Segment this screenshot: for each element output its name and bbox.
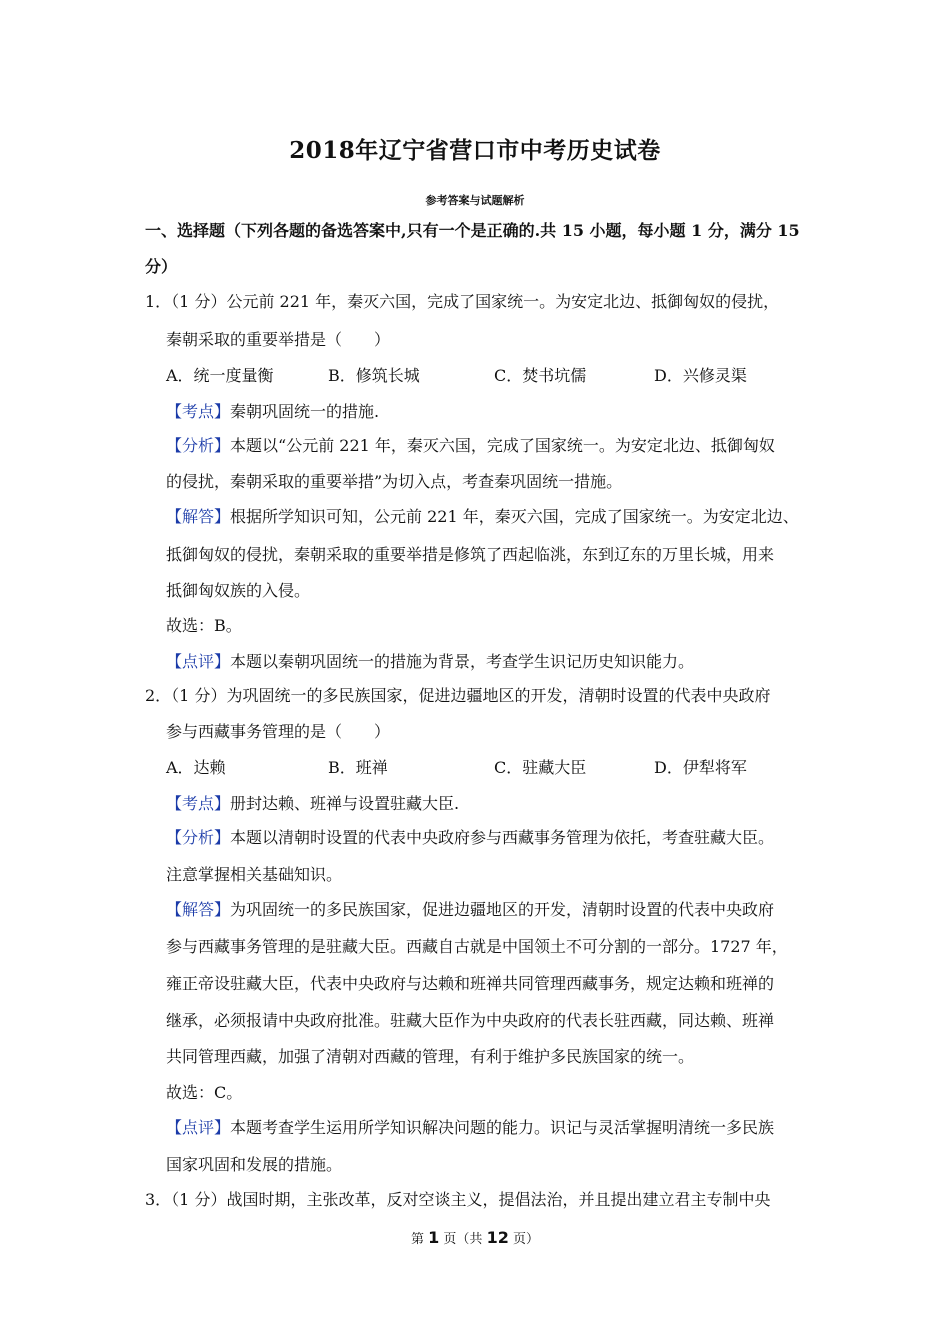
q2-kaodian-text: 册封达赖、班禅与设置驻藏大臣. — [230, 794, 460, 813]
q1-kaodian-text: 秦朝巩固统一的措施. — [230, 402, 380, 421]
question-1-line-1: 1．（1 分）公元前 221 年，秦灭六国，完成了国家统一。为安定北边、抵御匈奴的侵扰， — [145, 292, 780, 311]
jieda-label: 【解答】 — [166, 900, 231, 919]
question-1-line-2: 秦朝采取的重要举措是（ ） — [166, 330, 391, 349]
q1-fenxi-2: 的侵扰，秦朝采取的重要举措”为切入点，考查秦巩固统一措施。 — [166, 472, 623, 491]
question-2-line-1: 2．（1 分）为巩固统一的多民族国家，促进边疆地区的开发，清朝时设置的代表中央政府 — [145, 686, 771, 705]
q1-fenxi-1 — [166, 436, 775, 456]
q2-fenxi-text-1: 本题以清朝时设置的代表中央政府参与西藏事务管理为依托，考查驻藏大臣。 — [230, 828, 775, 847]
q1-dianping-text: 本题以秦朝巩固统一的措施为背景，考查学生识记历史知识能力。 — [230, 652, 695, 671]
q1-jieda-2: 抵御匈奴的侵扰，秦朝采取的重要举措是修筑了西起临洮，东到辽东的万里长城，用来 — [166, 545, 775, 564]
dianping-label: 【点评】 — [166, 1118, 231, 1137]
q2-jieda-text-1: 为巩固统一的多民族国家，促进边疆地区的开发，清朝时设置的代表中央政府 — [230, 900, 775, 919]
q1-option-c: C．焚书坑儒 — [494, 366, 587, 385]
q1-option-b: B．修筑长城 — [328, 366, 420, 385]
footer-page-number: 1 — [428, 1228, 440, 1247]
jieda-label: 【解答】 — [166, 507, 231, 526]
kaodian-label: 【考点】 — [166, 402, 231, 421]
q2-kaodian — [166, 794, 459, 814]
footer-prefix: 第 — [411, 1232, 429, 1247]
q2-fenxi-2: 注意掌握相关基础知识。 — [166, 865, 343, 884]
q1-dianping — [166, 652, 694, 672]
q2-fenxi-1 — [166, 828, 774, 848]
fenxi-label: 【分析】 — [166, 828, 231, 847]
q1-fenxi-text-1: 本题以“公元前 221 年，秦灭六国，完成了国家统一。为安定北边、抵御匈奴 — [230, 436, 775, 455]
page-subtitle: 参考答案与试题解析 — [425, 194, 525, 207]
q2-jieda-3: 雍正帝设驻藏大臣，代表中央政府与达赖和班禅共同管理西藏事务，规定达赖和班禅的 — [166, 974, 775, 993]
q1-jieda-text-1: 根据所学知识可知，公元前 221 年，秦灭六国，完成了国家统一。为安定北边、 — [230, 507, 799, 526]
q2-jieda-2: 参与西藏事务管理的是驻藏大臣。西藏自古就是中国领土不可分割的一部分。1727 年， — [166, 937, 788, 956]
q2-option-d: D．伊犁将军 — [654, 758, 747, 777]
dianping-label: 【点评】 — [166, 652, 231, 671]
q2-option-b: B．班禅 — [328, 758, 388, 777]
footer-middle: 页（共 — [439, 1232, 487, 1247]
footer-total-pages: 12 — [486, 1228, 509, 1247]
q1-answer: 故选：B。 — [166, 616, 242, 635]
q1-option-a: A．统一度量衡 — [166, 366, 274, 385]
q1-jieda-1 — [166, 507, 799, 527]
section-heading: 一、选择题（下列各题的备选答案中,只有一个是正确的.共 15 小题，每小题 1 分，满分 15 分） — [145, 221, 800, 276]
footer-suffix: 页） — [508, 1232, 539, 1247]
question-3-line-1: 3．（1 分）战国时期，主张改革，反对空谈主义，提倡法治，并且提出建立君主专制中央 — [145, 1190, 771, 1209]
q2-dianping-2: 国家巩固和发展的措施。 — [166, 1155, 343, 1174]
q2-jieda-4: 继承，必须报请中央政府批准。驻藏大臣作为中央政府的代表长驻西藏，同达赖、班禅 — [166, 1011, 775, 1030]
page-footer — [0, 1228, 950, 1247]
q1-kaodian — [166, 402, 379, 422]
q2-answer: 故选：C。 — [166, 1083, 243, 1102]
question-2-line-2: 参与西藏事务管理的是（ ） — [166, 722, 391, 741]
fenxi-label: 【分析】 — [166, 436, 231, 455]
q2-option-a: A．达赖 — [166, 758, 226, 777]
page-title: 2018年辽宁省营口市中考历史试卷 — [289, 137, 661, 164]
q2-option-c: C．驻藏大臣 — [494, 758, 587, 777]
q2-dianping-1 — [166, 1118, 774, 1138]
q1-jieda-3: 抵御匈奴族的入侵。 — [166, 581, 311, 600]
kaodian-label: 【考点】 — [166, 794, 231, 813]
q2-jieda-5: 共同管理西藏，加强了清朝对西藏的管理，有利于维护多民族国家的统一。 — [166, 1047, 695, 1066]
q2-dianping-text-1: 本题考查学生运用所学知识解决问题的能力。识记与灵活掌握明清统一多民族 — [230, 1118, 775, 1137]
q2-jieda-1 — [166, 900, 774, 920]
q1-option-d: D．兴修灵渠 — [654, 366, 747, 385]
